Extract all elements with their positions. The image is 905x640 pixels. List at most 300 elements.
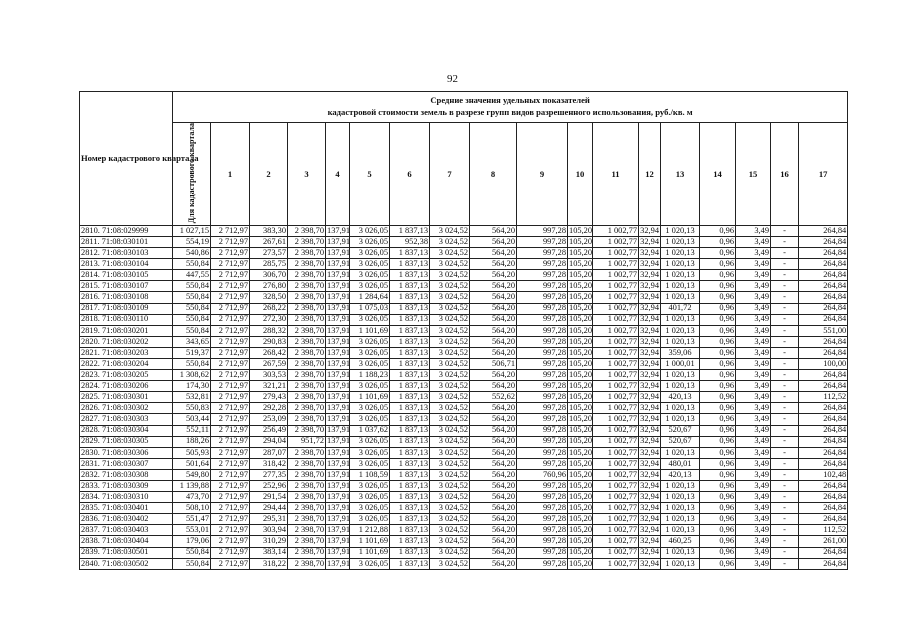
value-cell: 32,94 <box>640 436 659 446</box>
value-cell: 1 002,77 <box>593 469 639 480</box>
value-cell: 102,48 <box>799 469 848 480</box>
value-cell: 1 101,69 <box>350 536 390 547</box>
value-cell: 1 837,13 <box>390 248 430 259</box>
value-cell: 256,49 <box>250 425 288 436</box>
value-cell: 2 398,70 <box>288 358 326 369</box>
value-cell: 287,07 <box>250 447 288 458</box>
value-cell: 554,19 <box>173 236 211 247</box>
quarter-cell: 2820. 71:08:030202 <box>80 336 173 347</box>
value-cell: 1 837,13 <box>390 259 430 270</box>
value-cell: 32,94 <box>640 536 659 546</box>
value-cell: 32,94 <box>640 403 659 413</box>
value-cell: 2 398,70 <box>288 314 326 325</box>
value-cell: 2 712,97 <box>211 403 250 414</box>
value-cell: 1 284,64 <box>350 292 390 303</box>
value-cell: 3 024,52 <box>430 558 470 569</box>
value-cell: 0,96 <box>700 414 736 425</box>
value-cell: 550,84 <box>173 547 211 558</box>
value-cell: 0,96 <box>700 281 736 292</box>
value-cell: 3 024,52 <box>430 547 470 558</box>
value-cell: 1 837,13 <box>390 370 430 381</box>
value-cell: 32,94 <box>640 236 659 246</box>
value-cell: 1 837,13 <box>390 481 430 492</box>
value-cell: 32,94 <box>640 503 659 513</box>
page-number: 92 <box>447 73 458 85</box>
value-cell: 2 398,70 <box>288 325 326 336</box>
value-cell: 3,49 <box>736 248 771 259</box>
value-cell: 32,94 <box>640 281 659 291</box>
value-cell: 3,49 <box>736 281 771 292</box>
value-cell: 0,96 <box>700 536 736 547</box>
value-cell: 1 002,77 <box>593 536 639 547</box>
value-cell: - <box>771 248 799 259</box>
value-cell: - <box>771 292 799 303</box>
value-cell: 3,49 <box>736 381 771 392</box>
value-cell: - <box>771 436 799 447</box>
value-cell: 2 712,97 <box>211 525 250 536</box>
value-cell: 2 398,70 <box>288 525 326 536</box>
value-cell: 3,49 <box>736 392 771 403</box>
value-cell: 3 024,52 <box>430 425 470 436</box>
quarter-cell: 2834. 71:08:030310 <box>80 492 173 503</box>
value-cell: 0,96 <box>700 370 736 381</box>
value-cell: 3 026,05 <box>350 558 390 569</box>
value-cell: 1 020,13 <box>661 547 700 558</box>
value-cell: 264,84 <box>799 414 848 425</box>
value-cell: 3 024,52 <box>430 236 470 247</box>
value-cell: 997,28 <box>517 381 568 392</box>
value-cell: 2 398,70 <box>288 336 326 347</box>
value-cell: 105,20 <box>569 247 593 257</box>
value-cell: 3 026,05 <box>350 447 390 458</box>
value-cell: 2 712,97 <box>211 469 250 480</box>
value-cell: 264,84 <box>799 381 848 392</box>
value-cell: 1 002,77 <box>593 347 639 358</box>
value-cell: 1 837,13 <box>390 469 430 480</box>
table-row <box>80 314 848 325</box>
value-cell: 564,20 <box>470 225 517 236</box>
value-cell: - <box>771 347 799 358</box>
table-row <box>80 425 848 436</box>
value-cell: 303,53 <box>250 370 288 381</box>
value-cell: 1 101,69 <box>350 392 390 403</box>
value-cell: 3,49 <box>736 292 771 303</box>
value-cell: 137,91 <box>327 314 351 324</box>
table-row <box>80 469 848 480</box>
value-cell: 295,31 <box>250 514 288 525</box>
value-cell: 564,20 <box>470 314 517 325</box>
main-header-line-2: кадастровой стоимости земель в разрезе групп видов разрешенного использования, руб./кв. м <box>327 107 693 117</box>
value-cell: 1 020,13 <box>661 292 700 303</box>
value-cell: 0,96 <box>700 481 736 492</box>
value-cell: 1 002,77 <box>593 236 639 247</box>
value-cell: 2 712,97 <box>211 347 250 358</box>
value-cell: 552,62 <box>470 392 517 403</box>
value-cell: 2 398,70 <box>288 536 326 547</box>
quarter-cell: 2810. 71:08:029999 <box>80 225 173 236</box>
value-cell: 3 026,05 <box>350 481 390 492</box>
value-cell: 1 837,13 <box>390 558 430 569</box>
value-cell: 2 398,70 <box>288 492 326 503</box>
column-number-header: 9 <box>517 123 568 226</box>
value-cell: 1 020,13 <box>661 225 700 236</box>
value-cell: 359,06 <box>661 347 700 358</box>
value-cell: 105,20 <box>569 369 593 379</box>
value-cell: 137,91 <box>327 414 351 424</box>
value-cell: 3 026,05 <box>350 347 390 358</box>
column-number-header: 13 <box>661 123 700 226</box>
value-cell: 1 002,77 <box>593 270 639 281</box>
value-cell: 112,52 <box>799 525 848 536</box>
value-cell: 997,28 <box>517 414 568 425</box>
value-cell: 3,49 <box>736 314 771 325</box>
quarter-cell: 2817. 71:08:030109 <box>80 303 173 314</box>
value-cell: 3,49 <box>736 303 771 314</box>
value-cell: 2 712,97 <box>211 281 250 292</box>
value-cell: 3,49 <box>736 547 771 558</box>
value-cell: 501,64 <box>173 458 211 469</box>
value-cell: 2 398,70 <box>288 381 326 392</box>
value-cell: - <box>771 336 799 347</box>
value-cell: - <box>771 370 799 381</box>
vertical-quarter-label: Для кадастрового квартала <box>186 123 196 224</box>
quarter-cell: 2838. 71:08:030404 <box>80 536 173 547</box>
table-row <box>80 525 848 536</box>
value-cell: 2 712,97 <box>211 336 250 347</box>
value-cell: 32,94 <box>640 547 659 557</box>
value-cell: 264,84 <box>799 281 848 292</box>
value-cell: 137,91 <box>327 469 351 479</box>
table-row <box>80 547 848 558</box>
value-cell: 264,84 <box>799 225 848 236</box>
value-cell: 32,94 <box>640 325 659 335</box>
value-cell: 997,28 <box>517 481 568 492</box>
value-cell: 2 712,97 <box>211 458 250 469</box>
value-cell: 1 002,77 <box>593 447 639 458</box>
value-cell: 2 712,97 <box>211 303 250 314</box>
value-cell: 1 837,13 <box>390 270 430 281</box>
main-header <box>173 92 848 123</box>
value-cell: 290,83 <box>250 336 288 347</box>
value-cell: 2 712,97 <box>211 481 250 492</box>
value-cell: 1 002,77 <box>593 392 639 403</box>
value-cell: 550,84 <box>173 325 211 336</box>
value-cell: 137,91 <box>327 381 351 390</box>
value-cell: 0,96 <box>700 259 736 270</box>
table-row <box>80 259 848 270</box>
value-cell: 1 002,77 <box>593 403 639 414</box>
value-cell: 3,49 <box>736 270 771 281</box>
value-cell: 3,49 <box>736 236 771 247</box>
value-cell: 951,72 <box>288 436 326 447</box>
quarter-cell: 2837. 71:08:030403 <box>80 525 173 536</box>
value-cell: 1 020,13 <box>661 503 700 514</box>
value-cell: 3 024,52 <box>430 370 470 381</box>
value-cell: - <box>771 492 799 503</box>
value-cell: 520,67 <box>661 425 700 436</box>
value-cell: 1 002,77 <box>593 292 639 303</box>
table-row <box>80 358 848 369</box>
table-row <box>80 225 848 236</box>
value-cell: 3 024,52 <box>430 347 470 358</box>
value-cell: 3 024,52 <box>430 270 470 281</box>
value-cell: 3 024,52 <box>430 469 470 480</box>
value-cell: 1 020,13 <box>661 514 700 525</box>
value-cell: 253,09 <box>250 414 288 425</box>
value-cell: 0,96 <box>700 447 736 458</box>
value-cell: 564,20 <box>470 248 517 259</box>
value-cell: 1 002,77 <box>593 492 639 503</box>
value-cell: 1 002,77 <box>593 436 639 447</box>
value-cell: 420,13 <box>661 469 700 480</box>
value-cell: 0,96 <box>700 225 736 236</box>
value-cell: 273,57 <box>250 248 288 259</box>
value-cell: 137,91 <box>327 258 351 268</box>
value-cell: 1 020,13 <box>661 414 700 425</box>
value-cell: 0,96 <box>700 492 736 503</box>
value-cell: 2 712,97 <box>211 292 250 303</box>
value-cell: 264,84 <box>799 481 848 492</box>
quarter-cell: 2826. 71:08:030302 <box>80 403 173 414</box>
value-cell: 264,84 <box>799 492 848 503</box>
value-cell: - <box>771 469 799 480</box>
value-cell: 3 024,52 <box>430 336 470 347</box>
value-cell: 1 020,13 <box>661 270 700 281</box>
value-cell: 550,84 <box>173 303 211 314</box>
table-row <box>80 558 848 569</box>
quarter-cell: 2822. 71:08:030204 <box>80 358 173 369</box>
value-cell: 2 398,70 <box>288 270 326 281</box>
quarter-cell: 2827. 71:08:030303 <box>80 414 173 425</box>
table-row <box>80 436 848 447</box>
value-cell: 3 026,05 <box>350 436 390 447</box>
value-cell: 2 712,97 <box>211 259 250 270</box>
value-cell: 997,28 <box>517 347 568 358</box>
value-cell: 564,20 <box>470 525 517 536</box>
value-cell: 3 024,52 <box>430 303 470 314</box>
value-cell: 32,94 <box>640 414 659 424</box>
table-row <box>80 481 848 492</box>
value-cell: 1 020,13 <box>661 492 700 503</box>
value-cell: 2 712,97 <box>211 392 250 403</box>
value-cell: 2 712,97 <box>211 436 250 447</box>
value-cell: 0,96 <box>700 558 736 569</box>
value-cell: 105,20 <box>569 225 593 235</box>
value-cell: - <box>771 281 799 292</box>
value-cell: 321,21 <box>250 381 288 392</box>
value-cell: 3 024,52 <box>430 536 470 547</box>
value-cell: 997,28 <box>517 425 568 436</box>
value-cell: 3,49 <box>736 403 771 414</box>
value-cell: 383,14 <box>250 547 288 558</box>
cadastral-value-table <box>79 91 848 570</box>
value-cell: 997,28 <box>517 281 568 292</box>
value-cell: 3 024,52 <box>430 248 470 259</box>
table-row <box>80 403 848 414</box>
value-cell: 137,91 <box>327 247 351 257</box>
value-cell: 3,49 <box>736 259 771 270</box>
value-cell: 1 002,77 <box>593 481 639 492</box>
value-cell: 3 026,05 <box>350 514 390 525</box>
value-cell: 564,20 <box>470 503 517 514</box>
quarter-cell: 2819. 71:08:030201 <box>80 325 173 336</box>
value-cell: 264,84 <box>799 558 848 569</box>
table-row <box>80 270 848 281</box>
value-cell: 2 398,70 <box>288 458 326 469</box>
value-cell: 32,94 <box>640 425 659 435</box>
value-cell: 285,75 <box>250 259 288 270</box>
value-cell: 3 024,52 <box>430 259 470 270</box>
value-cell: 343,65 <box>173 336 211 347</box>
value-cell: - <box>771 403 799 414</box>
value-cell: 3 024,52 <box>430 392 470 403</box>
value-cell: 3 026,05 <box>350 403 390 414</box>
value-cell: 1 020,13 <box>661 325 700 336</box>
value-cell: 564,20 <box>470 303 517 314</box>
value-cell: 2 712,97 <box>211 314 250 325</box>
table-row <box>80 503 848 514</box>
value-cell: 997,28 <box>517 514 568 525</box>
value-cell: 105,20 <box>569 325 593 335</box>
value-cell: 105,20 <box>569 281 593 291</box>
value-cell: 3,49 <box>736 558 771 569</box>
main-header-line-1: Средние значения удельных показателей <box>430 95 590 106</box>
value-cell: 105,20 <box>569 336 593 346</box>
value-cell: 1 139,88 <box>173 481 211 492</box>
value-cell: 264,84 <box>799 336 848 347</box>
value-cell: 32,94 <box>640 270 659 280</box>
value-cell: 279,43 <box>250 392 288 403</box>
value-cell: 564,20 <box>470 469 517 480</box>
value-cell: 137,91 <box>327 369 351 379</box>
value-cell: 1 002,77 <box>593 414 639 425</box>
value-cell: 137,91 <box>327 447 351 457</box>
value-cell: 3 024,52 <box>430 381 470 392</box>
table-row <box>80 292 848 303</box>
value-cell: 32,94 <box>640 358 659 368</box>
value-cell: 264,84 <box>799 547 848 558</box>
value-cell: 0,96 <box>700 314 736 325</box>
value-cell: 0,96 <box>700 458 736 469</box>
value-cell: 137,91 <box>327 536 351 546</box>
value-cell: - <box>771 314 799 325</box>
value-cell: 2 398,70 <box>288 403 326 414</box>
value-cell: 420,13 <box>661 392 700 403</box>
value-cell: 0,96 <box>700 525 736 536</box>
value-cell: 460,25 <box>661 536 700 547</box>
value-cell: 997,28 <box>517 259 568 270</box>
table-row <box>80 381 848 392</box>
value-cell: 2 398,70 <box>288 303 326 314</box>
table-row <box>80 514 848 525</box>
table-body <box>80 225 848 569</box>
table-row <box>80 392 848 403</box>
value-cell: 952,38 <box>390 236 430 247</box>
value-cell: 2 712,97 <box>211 370 250 381</box>
value-cell: - <box>771 414 799 425</box>
table-row <box>80 325 848 336</box>
value-cell: 137,91 <box>327 514 351 524</box>
value-cell: 3,49 <box>736 469 771 480</box>
value-cell: 564,20 <box>470 370 517 381</box>
value-cell: 2 712,97 <box>211 503 250 514</box>
value-cell: 252,96 <box>250 481 288 492</box>
value-cell: 267,59 <box>250 358 288 369</box>
value-cell: 3 024,52 <box>430 458 470 469</box>
value-cell: 137,91 <box>327 403 351 413</box>
quarter-cell: 2832. 71:08:030308 <box>80 469 173 480</box>
value-cell: 137,91 <box>327 303 351 313</box>
quarter-cell: 2831. 71:08:030307 <box>80 458 173 469</box>
value-cell: 3 026,05 <box>350 236 390 247</box>
value-cell: 480,01 <box>661 458 700 469</box>
value-cell: 564,20 <box>470 325 517 336</box>
value-cell: 1 837,13 <box>390 358 430 369</box>
value-cell: 997,28 <box>517 558 568 569</box>
value-cell: 2 712,97 <box>211 325 250 336</box>
value-cell: 520,67 <box>661 436 700 447</box>
value-cell: 564,20 <box>470 336 517 347</box>
value-cell: 3,49 <box>736 414 771 425</box>
value-cell: 997,28 <box>517 270 568 281</box>
value-cell: 3 024,52 <box>430 358 470 369</box>
value-cell: - <box>771 381 799 392</box>
value-cell: 2 398,70 <box>288 547 326 558</box>
value-cell: 272,30 <box>250 314 288 325</box>
value-cell: 553,01 <box>173 525 211 536</box>
value-cell: 0,96 <box>700 358 736 369</box>
value-cell: 550,84 <box>173 259 211 270</box>
value-cell: 32,94 <box>640 392 659 402</box>
value-cell: 0,96 <box>700 303 736 314</box>
quarter-cell: 2818. 71:08:030110 <box>80 314 173 325</box>
quarter-cell: 2813. 71:08:030104 <box>80 259 173 270</box>
value-cell: 112,52 <box>799 392 848 403</box>
value-cell: 264,84 <box>799 236 848 247</box>
value-cell: 137,91 <box>327 525 351 535</box>
value-cell: 3,49 <box>736 514 771 525</box>
value-cell: 105,20 <box>569 414 593 424</box>
value-cell: 32,94 <box>640 369 659 379</box>
value-cell: - <box>771 503 799 514</box>
value-cell: 2 398,70 <box>288 481 326 492</box>
value-cell: 294,04 <box>250 436 288 447</box>
value-cell: 2 398,70 <box>288 236 326 247</box>
value-cell: 137,91 <box>327 292 351 302</box>
value-cell: 32,94 <box>640 225 659 235</box>
value-cell: 3,49 <box>736 370 771 381</box>
value-cell: - <box>771 514 799 525</box>
value-cell: 3,49 <box>736 336 771 347</box>
quarter-cell: 2833. 71:08:030309 <box>80 481 173 492</box>
value-cell: 32,94 <box>640 514 659 524</box>
value-cell: 997,28 <box>517 248 568 259</box>
value-cell: 1 837,13 <box>390 414 430 425</box>
value-cell: 32,94 <box>640 336 659 346</box>
value-cell: 105,20 <box>569 314 593 324</box>
value-cell: 997,28 <box>517 292 568 303</box>
value-cell: 137,91 <box>327 480 351 490</box>
value-cell: 264,84 <box>799 436 848 447</box>
value-cell: 105,20 <box>569 447 593 457</box>
value-cell: 3 024,52 <box>430 525 470 536</box>
value-cell: 3,49 <box>736 492 771 503</box>
quarter-cell: 2830. 71:08:030306 <box>80 447 173 458</box>
value-cell: 264,84 <box>799 458 848 469</box>
value-cell: 564,20 <box>470 381 517 392</box>
value-cell: 105,20 <box>569 525 593 535</box>
value-cell: 105,20 <box>569 436 593 446</box>
